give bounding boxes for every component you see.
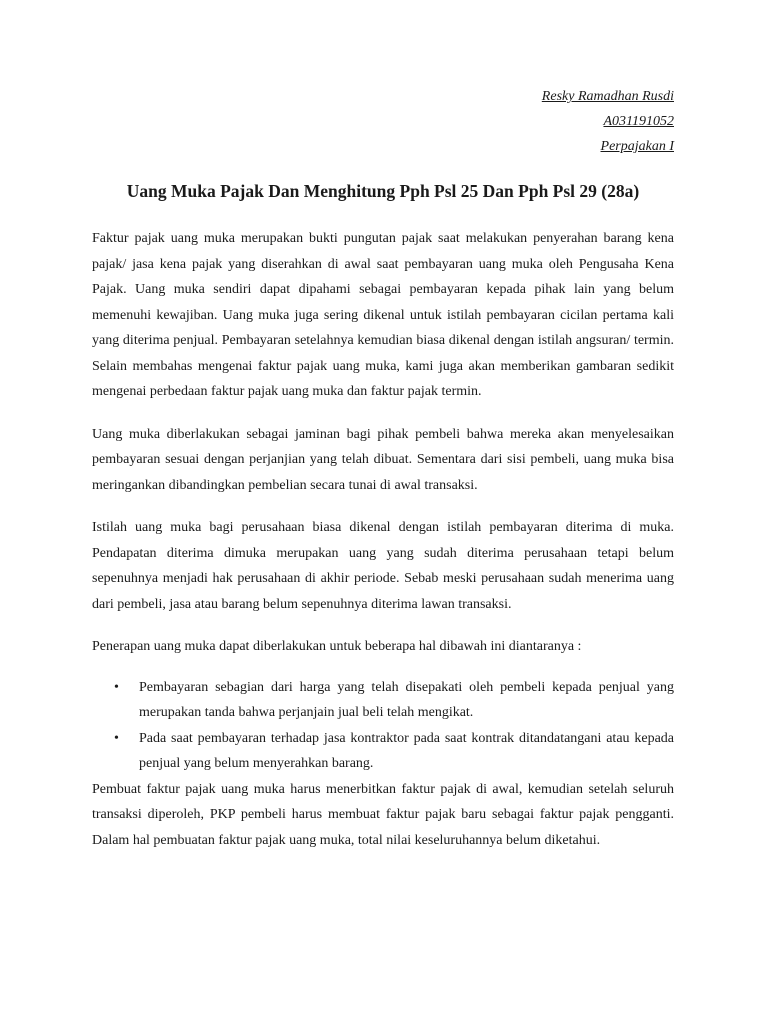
course-name: Perpajakan I — [600, 139, 674, 154]
author-name: Resky Ramadhan Rusdi — [541, 89, 674, 104]
paragraph-3: Istilah uang muka bagi perusahaan biasa dikenal dengan istilah pembayaran diterima di muka. Pendapatan diterima dimuka merupakan uang yang sudah diterima perusahaan tetapi belum sepenuhnya menjadi hak perusahaan di akhir periode. Sebab meski perusahaan sudah menerima uang dari pembeli, jasa atau barang belum sepenuhnya diterima lawan transaksi. — [92, 520, 674, 612]
closing-paragraph: Pembuat faktur pajak uang muka harus menerbitkan faktur pajak di awal, kemudian setelah seluruh transaksi diperoleh, PKP pembeli harus membuat faktur pajak baru sebagai faktur pajak pengganti. Dalam hal pembuatan faktur pajak uang muka, total nilai keseluruhannya belum diketahui. — [92, 781, 674, 848]
paragraph-2: Uang muka diberlakukan sebagai jaminan bagi pihak pembeli bahwa mereka akan menyelesaikan pembayaran sesuai dengan perjanjian yang telah dibuat. Sementara dari sisi pembeli, uang muka bisa meringankan dibandingkan pembelian secara tunai di awal transaksi. — [92, 426, 674, 493]
bullet-icon: • — [114, 730, 119, 746]
paragraph-4: Penerapan uang muka dapat diberlakukan untuk beberapa hal dibawah ini diantaranya : — [92, 639, 582, 654]
document-title: Uang Muka Pajak Dan Menghitung Pph Psl 25 Dan Pph Psl 29 (28a) — [126, 181, 640, 201]
bullet-list — [92, 675, 674, 777]
list-item — [92, 675, 674, 726]
bullet-icon: • — [114, 679, 119, 695]
list-item — [92, 726, 674, 777]
paragraph-1: Faktur pajak uang muka merupakan bukti pungutan pajak saat melakukan penyerahan barang kena pajak/ jasa kena pajak yang diserahkan di awal saat pembayaran uang muka oleh Pengusaha Kena Pajak. Uang muka sendiri dapat dipahami sebagai pembayaran kepada pihak lain yang belum memenuhi kewajiban. Uang muka juga sering dikenal untuk istilah pembayaran cicilan pertama kali yang diterima penjual. Pembayaran setelahnya kemudian biasa dikenal dengan istilah angsuran/ termin. Selain membahas mengenai faktur pajak uang muka, kami juga akan memberikan gambaran sedikit mengenai perbedaan faktur pajak uang muka dan faktur pajak termin. — [92, 231, 674, 399]
document-page — [92, 84, 674, 853]
author-header — [92, 84, 674, 159]
list-item-text: Pembayaran sebagian dari harga yang telah disepakati oleh pembeli kepada penjual yang merupakan tanda bahwa perjanjain jual beli telah mengikat. — [139, 679, 674, 720]
list-item-text: Pada saat pembayaran terhadap jasa kontraktor pada saat kontrak ditandatangani atau kepada penjual yang belum menyerahkan barang. — [139, 730, 674, 771]
student-id: A031191052 — [603, 114, 674, 129]
